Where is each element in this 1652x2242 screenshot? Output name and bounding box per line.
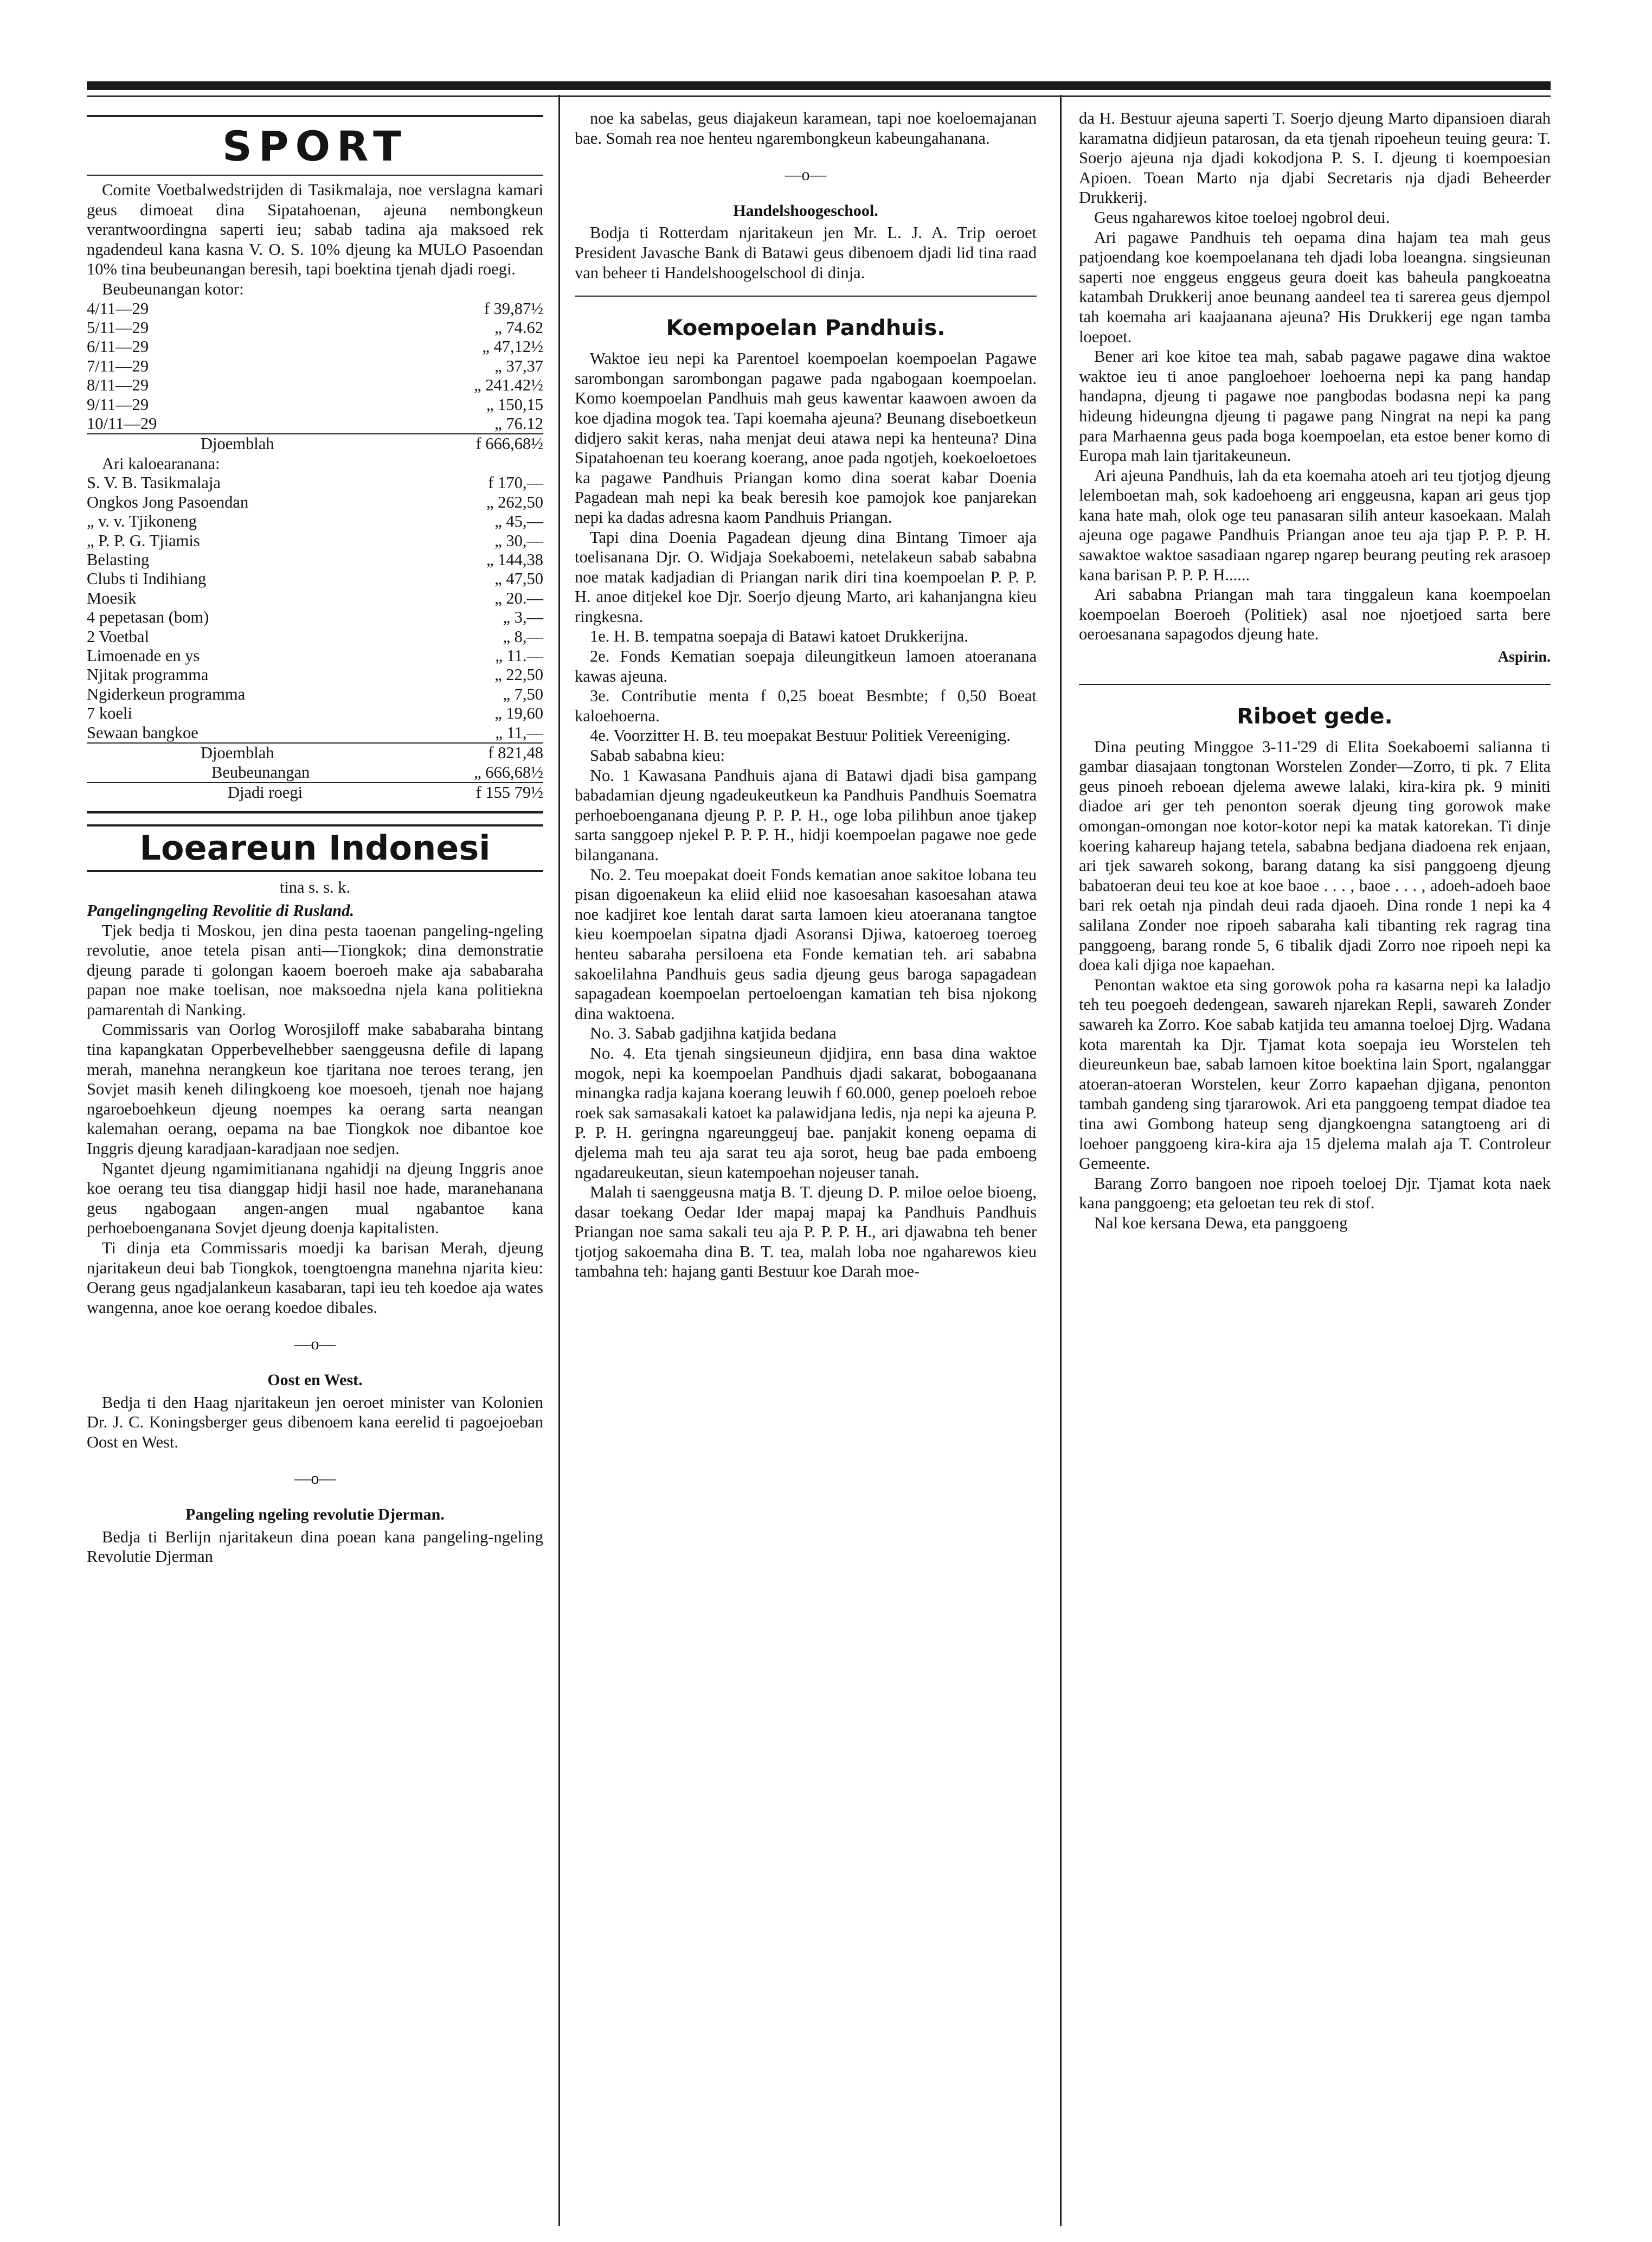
ledger-label: Ngiderkeun programma bbox=[87, 684, 246, 703]
ledger-row bbox=[87, 589, 543, 608]
ledger-row bbox=[87, 414, 543, 434]
ledger-label: 6/11—29 bbox=[87, 337, 149, 356]
ledger-amount: „ 241.42½ bbox=[474, 376, 543, 395]
ledger-label: 10/11—29 bbox=[87, 414, 157, 433]
handel-paragraph: Bodja ti Rotterdam njaritakeun jen Mr. L. J. A. Trip oeroet President Javasche Bank di Batawi geus dibenoem djadi lid tina raad van beheer ti Handelshoogelschool di dinja. bbox=[575, 223, 1037, 282]
ledger-amount: „ 3,— bbox=[503, 608, 543, 627]
pandhuis-paragraph: 3e. Contributie menta f 0,25 boeat Besmbte; f 0,50 Boeat kaloehoerna. bbox=[575, 687, 1037, 725]
pandhuis-paragraph: No. 3. Sabab gadjihna katjida bedana bbox=[590, 1024, 837, 1043]
german-paragraph: Bedja ti Berlijn njaritakeun dina poean kana pangeling-ngeling Revolutie Djerman bbox=[87, 1527, 543, 1566]
pandhuis-paragraph: 2e. Fonds Kematian soepaja dileungitkeun lamoen atoeranana kawas ajeuna. bbox=[575, 647, 1037, 686]
continued-paragraph: Ari pagawe Pandhuis teh oepama dina hajam tea mah geus patjoendang koe koempoelanana teh djadi loba loeangna. singsieunan saperti noe enggeus enggeus geura doeit kas baheula pangkoeatna katambah Drukkerij anoe beunang aandeel tea ti sarerea geus djempol tah koemaha ari kaajaanana ajeuna? His Drukkerij ege ngan tamba loepoet. bbox=[1079, 228, 1551, 346]
continued-paragraph: Bener ari koe kitoe tea mah, sabab pagawe pagawe dina waktoe waktoe ieu ti anoe pangloehoer loehoerna nepi ka pang handap handapna, djeung ti pagawe noe pangbodas bodasna nepi ka pang hideung hideungna djeung ti pagawe pang Ningrat na nepi ka pang para Marhaenna geus pada boga koempoelan, eta estoe bener komo di Europa mah lain tjaritakeuneun. bbox=[1079, 347, 1551, 465]
ledger-label: 7 koeli bbox=[87, 704, 132, 723]
section-rule bbox=[87, 115, 543, 117]
ledger-row bbox=[87, 357, 543, 376]
russia-paragraph: Tjek bedja ti Moskou, jen dina pesta taoenan pangeling-ngeling revolutie, anoe tetela pisan anti—Tiongkok; dina demonstratie djeung parade ti golongan kaoem boeroeh make aja sababaraha papan noe make toelisan, noe maksoedna njela kana politiekna pamarentah di Nanking. bbox=[87, 921, 543, 1019]
loear-heading: Loeareun Indonesi bbox=[87, 824, 543, 872]
top-rule-thin bbox=[87, 95, 1551, 97]
income-table bbox=[87, 299, 543, 454]
continued-paragraph: da H. Bestuur ajeuna saperti T. Soerjo djeung Marto dipansioen diarah karamatna didjieun patarosan, da eta tjenah ripoeheun teuing geura: T. Soerjo ajeuna nja djadi kokodjona P. S. I. djeung ti koempoesian Apioen. Toean Marto nja djabi Secretaris nja djadi Beheerder Drukkerij. bbox=[1079, 109, 1551, 207]
pandhuis-paragraph: No. 2. Teu moepakat doeit Fonds kematian anoe sakitoe lobana teu pisan digoenakeun ka eliid eliid noe kasoesahan kasoesahan atawa noe kadjiret koe lentah darat sarta lamoen kieu atoeranana tangtoe kieu koempoelan sipatna djadi Asoransi Djiwa, katoeroeg toeroeg henteu sabaraha persiloena eta Fonde kematian teh. ari sababna sakoelilahna Pandhuis geus sadia djeung geus baroga sapagadean sapagadean koempoelan pertoeloengan kamatian teh bisa njokong dina waktoena. bbox=[575, 865, 1037, 1023]
loss-amount: f 155 79½ bbox=[475, 783, 543, 802]
ledger-amount: „ 47,12½ bbox=[482, 337, 543, 356]
pandhuis-paragraph: No. 1 Kawasana Pandhuis ajana di Batawi djadi bisa gampang babadamian djeung ngadeukeutkeun ka Pandhuis Pandhuis Soematra perhoeboenganana djeung P. P. P. H., oge loba pilihbun anoe tjakep sarta sanggoep njekel P. P. P. H., hidji koempoelan pagawe noe gede bilanganana. bbox=[575, 766, 1037, 864]
pandhuis-heading: Koempoelan Pandhuis. bbox=[666, 316, 946, 341]
income-total-amount: f 666,68½ bbox=[475, 434, 543, 453]
pandhuis-paragraph: 4e. Voorzitter H. B. teu moepakat Bestuur Politiek Vereeniging. bbox=[590, 726, 1011, 745]
continued-paragraph: Geus ngaharewos kitoe toeloej ngobrol deui. bbox=[1094, 208, 1390, 227]
income-heading: Beubeunangan kotor: bbox=[102, 279, 244, 298]
loss-label: Djadi roegi bbox=[228, 783, 303, 802]
expense-heading: Ari kaloearanana: bbox=[102, 454, 220, 473]
section-rule bbox=[575, 296, 1037, 297]
handel-heading: Handelshoogeschool. bbox=[733, 201, 878, 220]
ledger-label: S. V. B. Tasikmalaja bbox=[87, 473, 221, 492]
ledger-amount: „ 11,— bbox=[495, 723, 543, 742]
income-total-label: Djoemblah bbox=[201, 434, 274, 453]
top-rule bbox=[87, 81, 1551, 90]
ledger-label: Sewaan bangkoe bbox=[87, 723, 198, 742]
riboet-paragraph: Dina peuting Minggoe 3-11-'29 di Elita Soekaboemi salianna ti gambar diasajaan tongtonan Worstelen Zonder—Zorro, ti pk. 7 Elita geus pinoeh reboean djelema awewe lalaki, kira-kira pk. 9 miniti diadoe ari ger teh penonton soerak djeung ting gorowok make omongan-omongan noe kotor-kotor nepi ka matak katorekan. Ti dinje koering kahareup hajang tetela, sababna bedjana diadoena rek enjaan, ari tjek sawareh sokong, barang datang ka sisi panggoeng djeung babatoeran deui teu koe at koe baoe . . . , baoe . . . , adoeh-adoeh baoe bari rek oetah nja pindah deui rada djaoeh. Dina ronde 1 nepi ka 4 salilana Zonder noe ripoeh sabaraha kali tibanting rek ragrag tina panggoeng, barang ronde 5, 6 tibalik djadi Zorro noe ripoeh nepi ka doea kali djiga noe kapaehan. bbox=[1079, 737, 1551, 975]
ledger-row bbox=[87, 531, 543, 550]
sport-heading: SPORT bbox=[222, 122, 408, 170]
ledger-amount: „ 20.— bbox=[494, 588, 543, 607]
pandhuis-paragraph: Sabab sababna kieu: bbox=[590, 746, 725, 765]
ledger-row bbox=[87, 299, 543, 318]
ledger-row bbox=[87, 723, 543, 743]
sport-intro: Comite Voetbalwedstrijden di Tasikmalaja, noe verslagna kamari geus dimoeat dina Sipatahoenan, ajeuna nembongkeun verantwoordingna saperti ieu; sabab tadina aja maksoed rek ngadendeul kana kasna V. O. S. 10% djeung ka MULO Pasoendan 10% tina beubeunangan beresih, tapi boektina tjenah djadi roegi. bbox=[87, 181, 543, 279]
ledger-amount: „ 8,— bbox=[503, 627, 543, 646]
section-rule bbox=[87, 175, 543, 176]
russia-paragraph: Ngantet djeung ngamimitianana ngahidji na djeung Inggris anoe koe oerang teu tisa dianggap hidji hasil noe hade, maranehanana geus ngabogaan angen-angen mual ngabantoe kana perhoeboenganana Sovjet djeung doenja kapitalisten. bbox=[87, 1159, 543, 1238]
ledger-row bbox=[87, 608, 543, 627]
section-rule bbox=[1079, 684, 1551, 685]
ledger-label: „ P. P. G. Tjiamis bbox=[87, 531, 200, 550]
ledger-row bbox=[87, 627, 543, 646]
continued-paragraph: noe ka sabelas, geus diajakeun karamean, tapi noe koeloemajanan bae. Somah rea noe henteu ngarembongkeun kabeungahanana. bbox=[575, 109, 1037, 148]
column-divider bbox=[1060, 95, 1062, 2226]
ledger-amount: f 39,87½ bbox=[484, 299, 543, 318]
pandhuis-paragraph: Tapi dina Doenia Pagadean djeung dina Bintang Timoer aja toelisanana Djr. O. Widjaja Soekaboemi, netelakeun sabab sababna noe matak kadjadian di Priangan narik diri tina koempoelan P. P. P. H. anoe ditjekel koe Djr. Soerjo djeung Marto, ari kahanjangna kieu ringkesna. bbox=[575, 528, 1037, 626]
ledger-row bbox=[87, 337, 543, 356]
ledger-row bbox=[87, 665, 543, 684]
ledger-amount: „ 47,50 bbox=[494, 569, 543, 588]
expense-table bbox=[87, 473, 543, 802]
ledger-amount: „ 150,15 bbox=[486, 395, 543, 414]
pandhuis-paragraph: Waktoe ieu nepi ka Parentoel koempoelan koempoelan Pagawe sarombongan sarombongan pagawe pada ngabogaan koempoelan. Komo koempoelan Pandhuis mah geus kawentar kaawoen awoen da koe djadina mogok tea. Tapi koemaha ajeuna? Beunang diseboetkeun didjero sakit keras, naha menjat deui atawa nepi ka henteuna? Dina Sipatahoenan teu koerang koerang, anoe pada ngotjeh, koekoeloetoes ka pagawe Pandhuis Priangan komo dina soerat kabar Doenia Pagadean mah nepi ka beak beresih koe pamojok koe panjarekan nepi ka dadas adresna kaom Pandhuis Priangan. bbox=[575, 349, 1037, 527]
separator: —o— bbox=[294, 1334, 336, 1353]
continued-paragraph: Ari ajeuna Pandhuis, lah da eta koemaha atoeh ari teu tjotjog djeung lelemboetan mah, sok kadoehoeng ari enggeusna, kapan ari geus tjop kana hate mah, olok oge teu panasaran silih anteur kasoekaan. Malah ajeuna oge pagawe Pandhuis Priangan anoe teu aja tjap P. P. P. H. sawaktoe waktoe sasadiaan ngarep ngarep beurang peuting rek arasoep kana barisan P. P. P. H...... bbox=[1079, 466, 1551, 584]
ledger-amount: „ 144,38 bbox=[486, 550, 543, 569]
ledger-amount: „ 7,50 bbox=[503, 684, 543, 703]
oost-paragraph: Bedja ti den Haag njaritakeun jen oeroet minister van Kolonien Dr. J. C. Koningsberger geus dibenoem kana eerelid ti pagoejoeban Oost en West. bbox=[87, 1393, 543, 1451]
ledger-label: 5/11—29 bbox=[87, 318, 149, 337]
riboet-heading: Riboet gede. bbox=[1237, 703, 1393, 729]
ledger-amount: „ 22,50 bbox=[494, 665, 543, 684]
loear-source: tina s. s. k. bbox=[279, 878, 351, 897]
income-repeat-label: Beubeunangan bbox=[211, 763, 310, 782]
section-rule bbox=[87, 811, 543, 813]
column-1 bbox=[87, 108, 543, 1567]
column-divider bbox=[558, 95, 560, 2226]
ledger-label: 9/11—29 bbox=[87, 395, 149, 414]
ledger-row bbox=[87, 704, 543, 723]
column-3 bbox=[1079, 108, 1551, 1233]
author-signature: Aspirin. bbox=[1497, 649, 1551, 666]
oost-heading: Oost en West. bbox=[267, 1370, 363, 1389]
ledger-row bbox=[87, 473, 543, 492]
separator: —o— bbox=[294, 1469, 336, 1488]
ledger-label: Moesik bbox=[87, 588, 137, 607]
ledger-amount: „ 74.62 bbox=[494, 318, 543, 337]
expense-total-label: Djoemblah bbox=[201, 744, 274, 763]
ledger-label: 4 pepetasan (bom) bbox=[87, 608, 209, 627]
pandhuis-paragraph: Malah ti saenggeusna matja B. T. djeung D. P. miloe oeloe bioeng, dasar toekang Oedar Ider mapaj mapaj ka Pandhuis Pandhuis Priangan noe sama sakali teu aja P. P. P. H., ari djawabna teh bener tjotjog sakoemaha dina B. T. tea, malah loba noe ngaharewos kieu tambahna teh: hajang ganti Bestuur koe Darah moe- bbox=[575, 1183, 1037, 1281]
ledger-amount: „ 76.12 bbox=[494, 414, 543, 433]
ledger-row bbox=[87, 318, 543, 337]
separator: —o— bbox=[785, 165, 827, 184]
continued-paragraph: Ari sababna Priangan mah tara tinggaleun kana koempoelan koempoelan Boeroeh (Politiek) asal noe njoetjoed sarta bere oeroesanana sapagodos djeung hate. bbox=[1079, 585, 1551, 644]
ledger-amount: „ 30,— bbox=[494, 531, 543, 550]
ledger-row bbox=[87, 550, 543, 569]
ledger-label: Belasting bbox=[87, 550, 150, 569]
riboet-paragraph: Nal koe kersana Dewa, eta panggoeng bbox=[1094, 1213, 1348, 1232]
ledger-row bbox=[87, 569, 543, 588]
ledger-amount: „ 37,37 bbox=[494, 356, 543, 375]
russia-paragraph: Ti dinja eta Commissaris moedji ka barisan Merah, djeung njaritakeun deui bab Tiongkok, toengtoengna manehna njarita kieu: Oerang geus ngadjalankeun kasabaran, tapi ieu teh koedoe aja wates wangenna, anoe koe oerang koedoe dibales. bbox=[87, 1239, 543, 1317]
ledger-label: 8/11—29 bbox=[87, 376, 149, 395]
ledger-label: 7/11—29 bbox=[87, 356, 149, 375]
ledger-label: Njitak programma bbox=[87, 665, 209, 684]
column-2 bbox=[575, 108, 1037, 1282]
ledger-amount: „ 19,60 bbox=[494, 704, 543, 723]
russia-heading: Pangelingngeling Revolitie di Rusland. bbox=[87, 901, 355, 920]
ledger-amount: „ 11.— bbox=[495, 646, 543, 665]
ledger-row bbox=[87, 512, 543, 531]
russia-paragraph: Commissaris van Oorlog Worosjiloff make sababaraha bintang tina kapangkatan Opperbevelhebber saenggeusna defile di lapang merah, manehna nerangkeun koe tjaritana noe teroes terang, jen Sovjet masih keneh dilingkoeng koe moesoeh, tjenah noe hajang ngaroeboehkeun djeung noempes ka oerang sarta neangan kalemahan oerang, oepama na bae Tiongkok noe dibantoe koe Inggris djeung karadjaan-karadjaan noe sedjen. bbox=[87, 1020, 543, 1158]
pandhuis-paragraph: 1e. H. B. tempatna soepaja di Batawi katoet Drukkerijna. bbox=[590, 627, 968, 646]
ledger-amount: „ 45,— bbox=[494, 512, 543, 531]
ledger-label: Ongkos Jong Pasoendan bbox=[87, 492, 249, 511]
ledger-row bbox=[87, 646, 543, 665]
ledger-amount: f 170,— bbox=[488, 473, 543, 492]
ledger-label: „ v. v. Tjikoneng bbox=[87, 512, 197, 531]
expense-total-amount: f 821,48 bbox=[488, 744, 543, 763]
ledger-label: 4/11—29 bbox=[87, 299, 149, 318]
ledger-row bbox=[87, 376, 543, 395]
ledger-amount: „ 262,50 bbox=[486, 492, 543, 511]
riboet-paragraph: Penontan waktoe eta sing gorowok poha ra kasarna nepi ka laladjo teh teu poegoeh dedengean, sawareh njarekan Repli, sawareh Zonder sawareh ka Zorro. Koe sabab katjida teu amanna toeloej Djrg. Wadana kota marentah ka Djr. Tjamat kota soepaja ieu Worstelen teh dieureunkeun bae, sabab lamoen kitoe boektina lain Sport, ngalanggar atoeran-atoeran Worstelen, keur Zorro kapaehan djigana, penonton tambah gandeng sing tjararowok. Ari eta panggoeng tempat diadoe tea tina awi Gombong hateup seng djangkoengna satangtoeng ari di loehoer panggoeng kira-kira aja 15 djelema malah aja T. Controleur Gemeente. bbox=[1079, 975, 1551, 1173]
ledger-row bbox=[87, 685, 543, 704]
german-heading: Pangeling ngeling revolutie Djerman. bbox=[185, 1505, 445, 1523]
pandhuis-paragraph: No. 4. Eta tjenah singsieuneun djidjira, enn basa dina waktoe mogok, nepi ka koempoelan Pandhuis djadi sakarat, bobogaanana minangka radja kajana koerang leuwih f 60.000, genep poeloeh reboe roek sak samasakali katoet ka palawidjana ledis, nja nepi ka ajeuna P. P. P. H. geringna ngareunggeuj bae. panjakit koneng oepama di djelema mah teu aja sarat teu aja sorot, heug bae pada emboeng ngadareukeutan, sieun katempoehan nojeuser tanah. bbox=[575, 1043, 1037, 1182]
income-repeat-amount: „ 666,68½ bbox=[474, 763, 543, 782]
ledger-label: 2 Voetbal bbox=[87, 627, 149, 646]
ledger-row bbox=[87, 395, 543, 414]
ledger-label: Clubs ti Indihiang bbox=[87, 569, 207, 588]
ledger-row bbox=[87, 493, 543, 512]
riboet-paragraph: Barang Zorro bangoen noe ripoeh toeloej Djr. Tjamat kota naek kana panggoeng; eta geloetan teu rek di stof. bbox=[1079, 1174, 1551, 1213]
ledger-label: Limoenade en ys bbox=[87, 646, 200, 665]
